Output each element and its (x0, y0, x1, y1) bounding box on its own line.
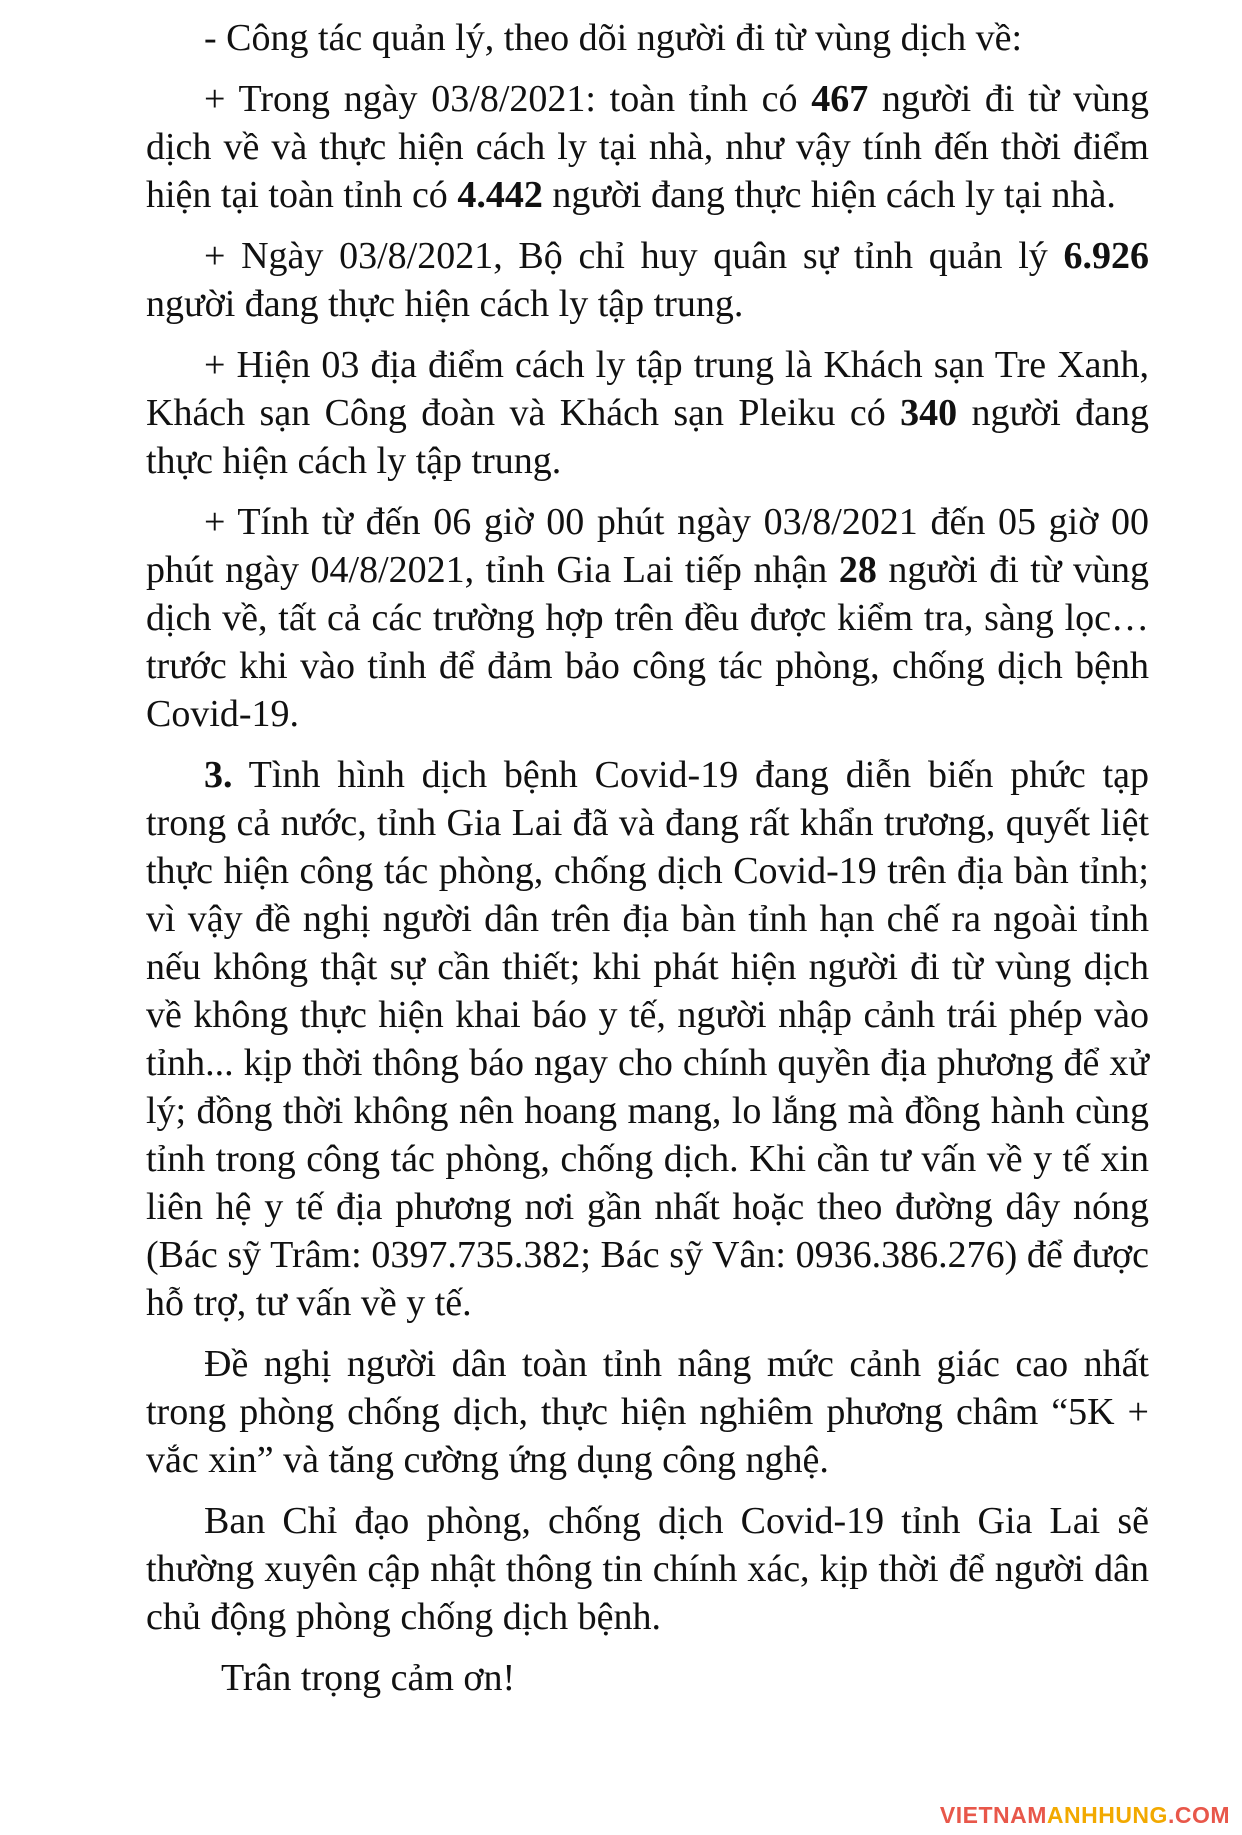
document-page (146, 14, 1149, 1702)
site-watermark (940, 1802, 1230, 1829)
paragraph-text: + Tính từ đến 06 giờ 00 phút ngày 03/8/2021 đến 05 giờ 00 phút ngày 04/8/2021, tỉnh Gia Lai tiếp nhận (146, 501, 1149, 591)
paragraph-text: Đề nghị người dân toàn tỉnh nâng mức cảnh giác cao nhất trong phòng chống dịch, thực hiện nghiêm phương châm “5K + vắc xin” và tăng cường ứng dụng công nghệ. (146, 1343, 1149, 1481)
bold-number: 4.442 (457, 174, 543, 216)
bold-number: 467 (811, 78, 869, 120)
section-number: 3. (204, 754, 233, 796)
paragraph-arrivals (146, 498, 1149, 738)
paragraph-text: + Trong ngày 03/8/2021: toàn tỉnh có (204, 78, 812, 120)
paragraph-text: + Hiện 03 địa điểm cách ly tập trung là Khách sạn Tre Xanh, Khách sạn Công đoàn và Khách sạn Pleiku có (146, 344, 1149, 434)
paragraph-hotel-isolation (146, 341, 1149, 485)
paragraph-management-heading (146, 14, 1149, 62)
paragraph-text: Ban Chỉ đạo phòng, chống dịch Covid-19 tỉnh Gia Lai sẽ thường xuyên cập nhật thông tin chính xác, kịp thời để người dân chủ động phòng chống dịch bệnh. (146, 1500, 1149, 1638)
paragraph-text: - Công tác quản lý, theo dõi người đi từ vùng dịch về: (204, 17, 1023, 59)
paragraph-text: người đi từ vùng dịch về và thực hiện cách ly tại nhà, như vậy tính đến thời điểm hiện tại toàn tỉnh có (146, 78, 1150, 216)
paragraph-text: Tình hình dịch bệnh Covid-19 đang diễn biến phức tạp trong cả nước, tỉnh Gia Lai đã và đang rất khẩn trương, quyết liệt thực hiện công tác phòng, chống dịch Covid-19 trên địa bàn tỉnh; vì vậy đề nghị người dân trên địa bàn tỉnh hạn chế ra ngoài tỉnh nếu không thật sự cần thiết; khi phát hiện người đi từ vùng dịch về không thực hiện khai báo y tế, người nhập cảnh trái phép vào tỉnh... kịp thời thông báo ngay cho chính quyền địa phương để xử lý; đồng thời không nên hoang mang, lo lắng mà đồng hành cùng tỉnh trong công tác phòng, chống dịch. Khi cần tư vấn về y tế xin liên hệ y tế địa phương nơi gần nhất hoặc theo đường dây nóng (Bác sỹ Trâm: 0397.735.382; Bác sỹ Vân: 0936.386.276) để được hỗ trợ, tư vấn về y tế. (146, 754, 1149, 1324)
paragraph-text: người đang thực hiện cách ly tập trung. (146, 392, 1149, 482)
bold-number: 28 (838, 549, 877, 591)
closing-line (146, 1654, 1149, 1702)
paragraph-vigilance (146, 1340, 1149, 1484)
paragraph-military-isolation (146, 232, 1149, 328)
watermark-part-1: VIETNAM (939, 1802, 1047, 1828)
closing-text: Trân trọng cảm ơn! (221, 1657, 516, 1699)
paragraph-text: người đang thực hiện cách ly tập trung. (146, 283, 744, 325)
watermark-part-3: .COM (1167, 1802, 1230, 1828)
watermark-part-2: ANHHUNG (1046, 1802, 1168, 1828)
paragraph-text: người đi từ vùng dịch về, tất cả các trường hợp trên đều được kiểm tra, sàng lọc… trước khi vào tỉnh để đảm bảo công tác phòng, chống dịch bệnh Covid-19. (146, 549, 1149, 735)
paragraph-text: người đang thực hiện cách ly tại nhà. (542, 174, 1116, 216)
paragraph-text: + Ngày 03/8/2021, Bộ chỉ huy quân sự tỉnh quản lý (204, 235, 1064, 277)
paragraph-steering-committee (146, 1497, 1149, 1641)
bold-number: 340 (900, 392, 958, 434)
bold-number: 6.926 (1063, 235, 1149, 277)
paragraph-section-3 (146, 751, 1149, 1327)
paragraph-home-isolation (146, 75, 1149, 219)
